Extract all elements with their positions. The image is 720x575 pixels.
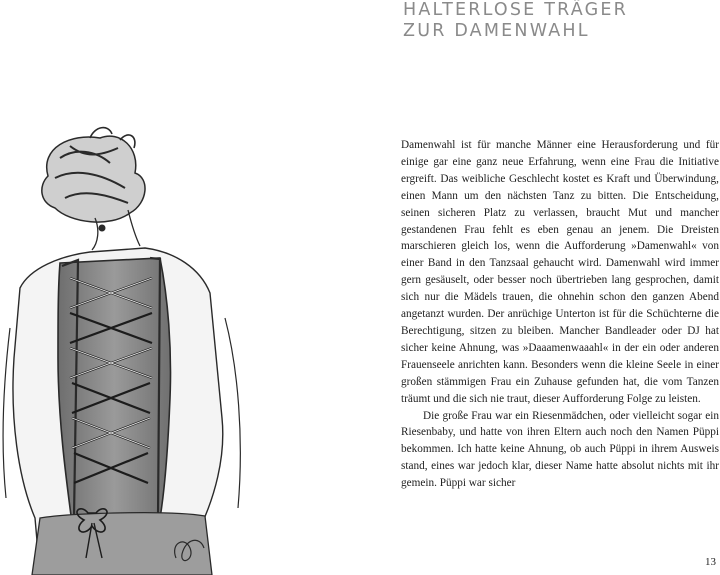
chapter-heading-line-2: ZUR DAMENWAHL xyxy=(403,21,590,41)
corset-woman-illustration xyxy=(0,118,262,575)
chapter-heading-line-1: HALTERLOSE TRÄGER xyxy=(403,0,628,20)
paragraph: Damenwahl ist für manche Männer eine Herausforderung und für einige gar eine ganz neue Erfahrung, wenn eine Frau die Initiative ergreift. Das weibliche Geschlecht kostet es Kraft und Überwindung, einen Mann um den nächsten Tanz zu bitten. Die Entscheidung, seinen sicheren Platz zu verlassen, braucht Mut und mancher gestandenen Frau fehlt es eben genau an jenem. Die Dreisten marschieren gleich los, wenn die Aufforderung »Damenwahl« von einer Band in den Tanzsaal gehaucht wird. Damenwahl wird immer gern gesäuselt, oder besser noch übertrieben lang gesprochen, damit sich nur die Mädels trauen, die ohnehin schon den ganzen Abend angetanzt wurden. Der anrüchige Unterton ist für die Schüchterne die Berechtigung, sitzen zu bleiben. Mancher Bandleader oder DJ hat sicher keine Ahnung, was »Daaamenwaaahl« in der ein oder anderen Frauenseele anrichten kann. Besonders wenn die kleine Seele in einer großen stämmigen Frau ein Zuhause gefunden hat, die vom Tanzen träumt und die sich nie traut, dieser Aufforderung Folge zu leisten. xyxy=(401,139,719,405)
woman-corset-back-icon xyxy=(0,118,262,575)
page-number: 13 xyxy=(705,556,716,568)
chapter-heading xyxy=(403,0,703,42)
paragraph: Die große Frau war ein Riesenmädchen, oder vielleicht sogar ein Riesenbaby, und hatte von ihren Eltern auch noch den Namen Püppi bekommen. Ich hatte keine Ahnung, ob auch Püppi in ihrem Ausweis stand, eines war jedoch klar, dieser Name hatte absolut nichts mit ihr gemein. Püppi war sicher xyxy=(401,409,719,490)
body-text xyxy=(401,137,719,492)
